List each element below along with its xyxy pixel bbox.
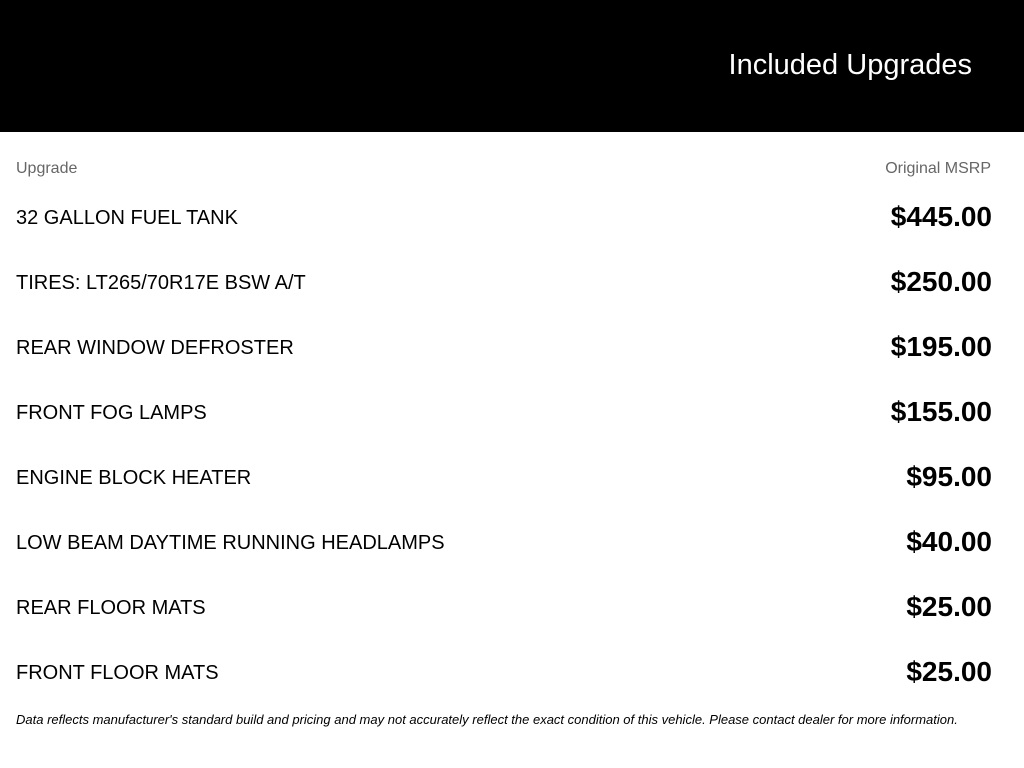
upgrade-name: REAR FLOOR MATS [16,597,206,619]
upgrade-name: TIRES: LT265/70R17E BSW A/T [16,272,306,294]
upgrade-row [16,510,992,575]
upgrade-price: $155.00 [890,396,992,427]
upgrade-row [16,315,992,380]
upgrade-price: $95.00 [906,461,992,492]
upgrade-price: $445.00 [890,201,992,232]
column-header-msrp: Original MSRP [885,160,991,177]
upgrade-name: FRONT FOG LAMPS [16,402,207,424]
upgrades-list [16,185,992,705]
upgrade-price: $40.00 [906,526,992,557]
upgrade-name: 32 GALLON FUEL TANK [16,207,238,229]
page-title: Included Upgrades [728,49,972,81]
upgrade-name: REAR WINDOW DEFROSTER [16,337,294,359]
upgrade-price: $250.00 [890,266,992,297]
upgrade-row [16,185,992,250]
upgrade-name: ENGINE BLOCK HEATER [16,467,252,489]
upgrade-price: $25.00 [906,656,992,687]
column-headers [16,160,991,180]
header-bar [0,0,1024,132]
column-header-upgrade: Upgrade [16,160,78,177]
upgrade-row [16,575,992,640]
upgrade-row [16,445,992,510]
upgrade-price: $195.00 [890,331,992,362]
upgrade-price: $25.00 [906,591,992,622]
upgrade-name: FRONT FLOOR MATS [16,662,219,684]
upgrade-row [16,250,992,315]
upgrade-name: LOW BEAM DAYTIME RUNNING HEADLAMPS [16,532,445,554]
upgrade-row [16,640,992,705]
disclaimer-text: Data reflects manufacturer's standard build and pricing and may not accurately reflect the exact condition of this vehicle. Please contact dealer for more information. [16,712,958,727]
upgrade-row [16,380,992,445]
